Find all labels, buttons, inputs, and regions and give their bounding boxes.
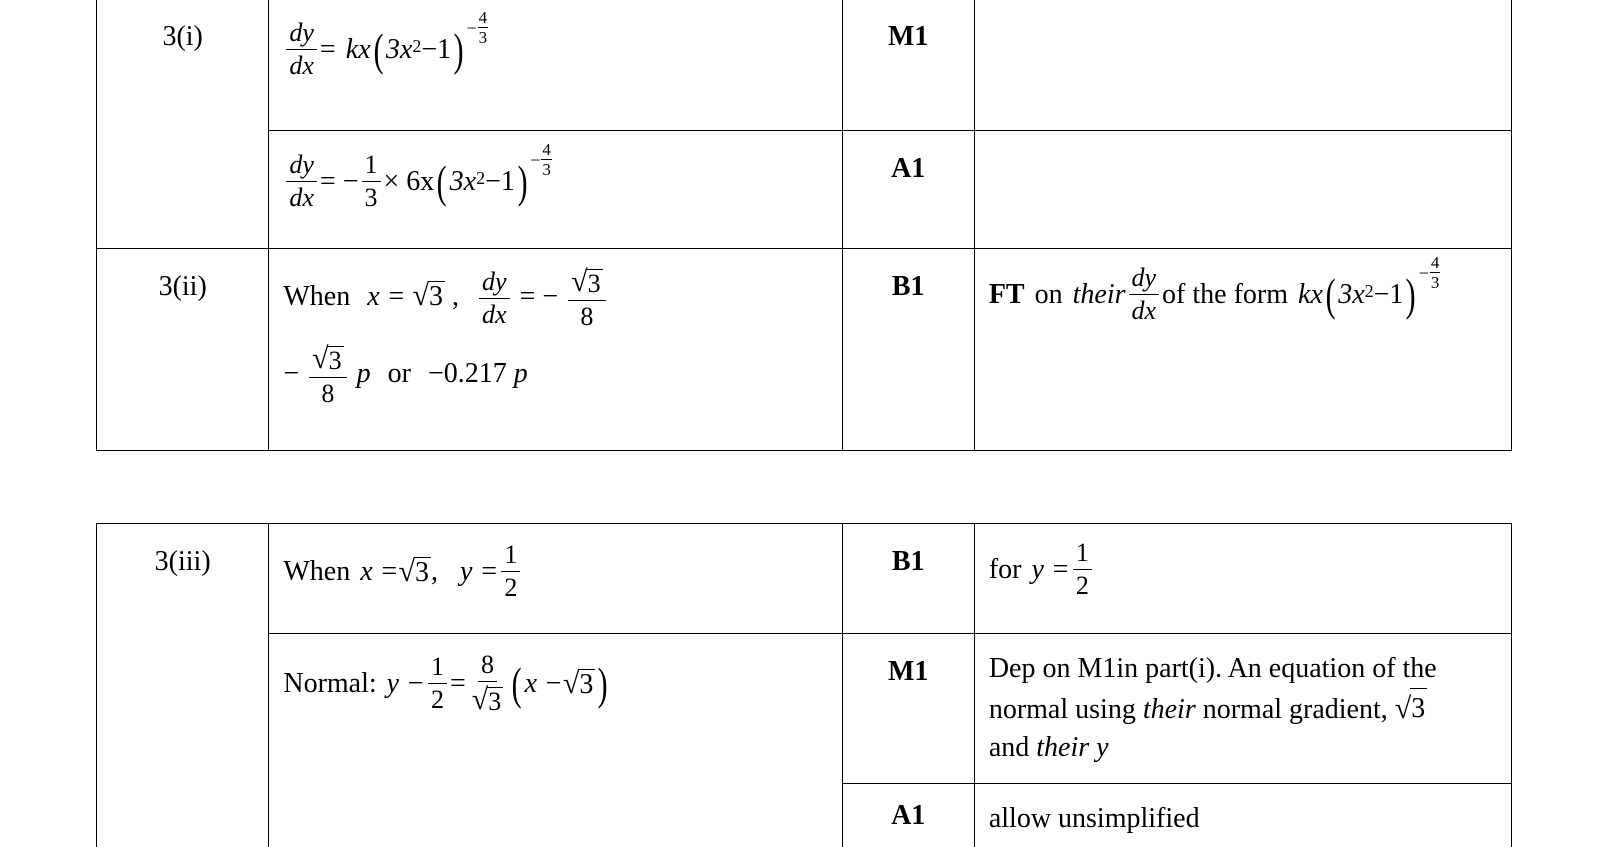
y-equals: y =	[1031, 553, 1070, 585]
power: 2	[476, 167, 486, 188]
fraction	[1073, 540, 1092, 599]
question-number: 3(i)	[162, 21, 203, 52]
mark-code: B1	[891, 271, 925, 302]
or-text: or	[387, 357, 411, 389]
fraction-numerator: 1	[1073, 540, 1092, 570]
fraction	[286, 152, 317, 211]
fraction-numerator: 8	[478, 652, 497, 682]
square-root: √ 3	[562, 666, 594, 700]
table-row	[97, 131, 1512, 249]
mark-cell	[842, 634, 974, 784]
close-paren: )	[453, 23, 464, 75]
question-number-cell	[97, 249, 269, 451]
fraction-numerator: 1	[501, 542, 520, 572]
open-paren: (	[511, 657, 522, 709]
mark-cell	[842, 524, 974, 634]
answer-expression	[283, 652, 610, 715]
ft-label: FT	[988, 278, 1025, 310]
normal-label: Normal:	[283, 667, 377, 699]
guidance-text: normal using	[988, 694, 1136, 725]
table-row	[97, 249, 1512, 451]
minus-sign: −	[283, 357, 300, 389]
exponent-numerator: 4	[1430, 253, 1440, 272]
radicand: 3	[579, 668, 594, 700]
answer-cell	[269, 634, 842, 847]
guidance-line: Dep on M1in part(i). An equation of the	[988, 653, 1437, 684]
power: 2	[1364, 280, 1374, 301]
open-paren: (	[436, 155, 447, 207]
fraction	[501, 542, 520, 601]
exponent-denominator: 3	[542, 160, 551, 179]
open-paren: (	[1325, 268, 1336, 320]
when-text: When	[283, 280, 351, 312]
guidance-cell	[974, 524, 1511, 634]
mark-scheme-table-part-2	[96, 523, 1512, 847]
power: 2	[412, 35, 422, 56]
answer-cell	[269, 131, 842, 249]
fraction-numerator: dy	[1129, 265, 1160, 295]
x-equals: x =	[360, 555, 399, 587]
guidance-cell	[974, 784, 1511, 847]
fraction: √ 3 8	[568, 267, 605, 330]
close-paren: )	[598, 657, 609, 709]
mark-cell	[842, 249, 974, 451]
base-term: 3x	[1338, 278, 1365, 310]
guidance-cell	[974, 249, 1511, 451]
their-text: their	[1142, 694, 1196, 725]
close-paren: )	[1406, 268, 1417, 320]
fraction-denominator: 8	[580, 302, 594, 331]
guidance-expression	[989, 540, 1095, 599]
answer-cell	[269, 524, 842, 634]
fractional-exponent	[530, 141, 553, 178]
fraction: 8 √ 3	[471, 650, 502, 716]
variable-p: p	[356, 357, 371, 389]
radicand: 3	[415, 556, 430, 588]
mark-code: M1	[887, 21, 929, 52]
fraction	[362, 152, 381, 211]
table-row	[97, 634, 1512, 784]
base-term: 3x	[449, 165, 477, 197]
exponent-denominator: 3	[1430, 273, 1440, 292]
mark-cell	[842, 0, 974, 131]
exponent-sign: −	[530, 149, 541, 170]
fraction-denominator: dx	[482, 300, 507, 329]
guidance-expression	[988, 253, 1442, 325]
answer-line-1	[283, 267, 827, 330]
question-number: 3(iii)	[154, 546, 211, 577]
table-row	[97, 524, 1512, 634]
on-text: on	[1034, 278, 1063, 310]
guidance-text: and	[988, 732, 1030, 763]
mark-cell	[842, 131, 974, 249]
mark-scheme-table-part-1	[96, 0, 1512, 451]
radicand: 3	[328, 346, 342, 375]
radicand: 3	[429, 280, 444, 312]
fraction-denominator: dx	[1131, 296, 1157, 325]
guidance-cell	[974, 634, 1511, 784]
equals-sign: =	[319, 33, 336, 65]
fraction-denominator: 2	[431, 685, 444, 714]
question-number: 3(ii)	[158, 271, 207, 302]
fraction	[1129, 265, 1160, 324]
fraction-numerator: dy	[479, 269, 510, 299]
fraction-denominator: 8	[321, 379, 335, 408]
for-text: for	[988, 553, 1022, 585]
question-number-cell	[97, 524, 269, 847]
mark-code: A1	[891, 800, 926, 831]
guidance-text: allow unsimplified	[988, 803, 1200, 834]
fractional-exponent	[466, 9, 489, 46]
comma: ,	[452, 280, 460, 312]
mark-code: M1	[887, 656, 929, 687]
fraction-denominator: 2	[504, 573, 518, 602]
table-row	[97, 0, 1512, 131]
exponent-sign: −	[1418, 262, 1429, 283]
fraction-denominator: 3	[364, 183, 378, 212]
their-text: their	[1072, 278, 1126, 310]
exponent-numerator: 4	[542, 140, 551, 159]
variable-p: p	[513, 357, 528, 389]
base-term: 3x	[385, 33, 413, 65]
radicand: 3	[587, 269, 601, 298]
y-equals: y =	[460, 555, 499, 587]
minus-one: −1	[1373, 278, 1404, 310]
equals-minus: = −	[319, 165, 359, 197]
close-paren: )	[517, 155, 528, 207]
mark-cell	[842, 784, 974, 847]
square-root: √ 3	[412, 278, 444, 312]
fraction-denominator: dx	[289, 51, 314, 80]
mark-code: B1	[891, 546, 925, 577]
when-text: When	[283, 555, 351, 587]
open-paren: (	[373, 23, 384, 75]
equals-minus: = −	[519, 280, 559, 312]
fraction	[479, 269, 510, 328]
guidance-cell	[974, 0, 1511, 131]
fraction-denominator: 2	[1075, 571, 1089, 600]
answer-cell	[269, 0, 842, 131]
x-equals: x =	[367, 280, 406, 312]
question-number-cell	[97, 0, 269, 249]
answer-expression	[283, 8, 489, 80]
y-minus: y −	[386, 667, 425, 699]
guidance-cell	[974, 131, 1511, 249]
decimal-value: −0.217	[427, 357, 507, 389]
mark-code: A1	[891, 153, 926, 184]
fractional-exponent	[1419, 254, 1442, 291]
fraction-denominator: dx	[289, 183, 314, 212]
coefficient: kx	[345, 33, 371, 65]
minus-one: −1	[421, 33, 452, 65]
square-root: √ 3	[398, 554, 430, 588]
multiplier: × 6x	[383, 165, 435, 197]
guidance-line	[989, 729, 1497, 767]
fraction-numerator: dy	[286, 20, 317, 50]
guidance-line	[989, 688, 1497, 729]
of-the-form-text: of the form	[1162, 278, 1289, 310]
guidance-text: normal gradient,	[1202, 694, 1388, 725]
exponent-sign: −	[466, 17, 477, 38]
exponent-numerator: 4	[478, 8, 488, 27]
answer-line-2	[283, 344, 827, 407]
radicand: 3	[1410, 688, 1427, 728]
fraction: √ 3 8	[309, 344, 346, 407]
fraction	[286, 20, 317, 79]
their-text: their y	[1036, 732, 1109, 763]
answer-expression	[283, 542, 523, 601]
radicand: 3	[488, 687, 502, 716]
square-root: √ 3	[1395, 688, 1427, 728]
comma: ,	[431, 555, 439, 587]
answer-expression	[283, 140, 552, 212]
coefficient: kx	[1298, 278, 1323, 310]
fraction	[428, 654, 447, 713]
minus-one: −1	[485, 165, 515, 197]
answer-cell	[269, 249, 842, 451]
fraction-numerator: 1	[428, 654, 447, 684]
fraction-numerator: dy	[286, 152, 317, 182]
x-minus: x −	[524, 667, 563, 699]
exponent-denominator: 3	[478, 28, 488, 47]
equals-sign: =	[450, 667, 466, 699]
fraction-numerator: 1	[362, 152, 381, 182]
